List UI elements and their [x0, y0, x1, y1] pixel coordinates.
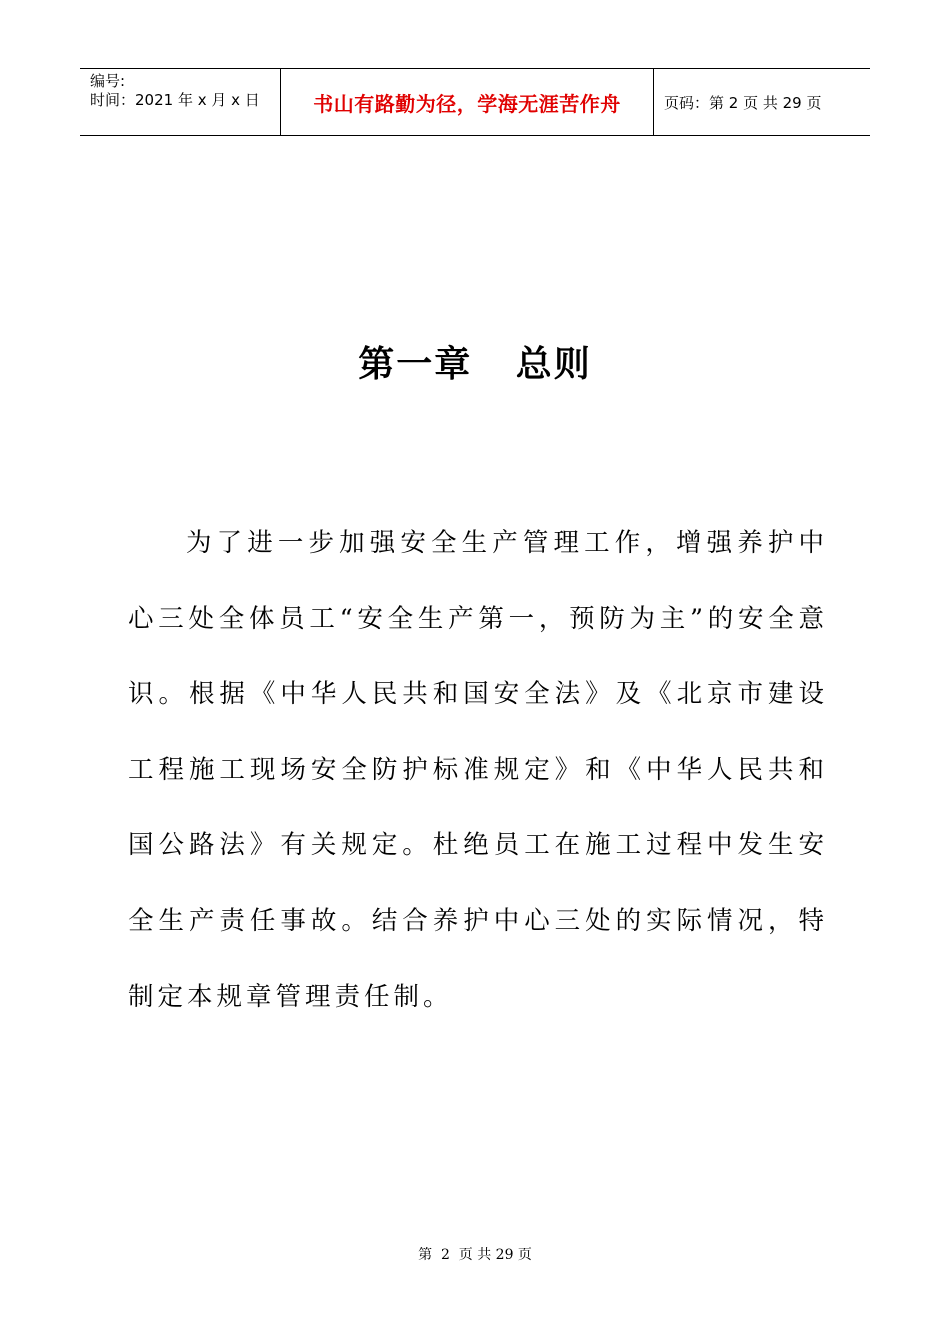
header-page-cell: [654, 69, 870, 135]
header-table: [80, 68, 870, 136]
header-motto-cell: [281, 69, 654, 135]
header-meta-cell: [80, 69, 281, 135]
footer-page-number: 第 2 页 共 29 页: [418, 1247, 532, 1263]
date-line: 时间：2021 年 x 月 x 日: [90, 91, 260, 109]
serial-number-label: 编号:: [90, 72, 126, 90]
chapter-title: 第一章 总则: [358, 343, 592, 385]
header-motto: 书山有路勤为径，学海无涯苦作舟: [313, 91, 621, 116]
header-page-info: 页码：第 2 页 共 29 页: [664, 93, 822, 112]
body-paragraph: 为了进一步加强安全生产管理工作，增强养护中心三处全体员工“安全生产第一，预防为主”的安全意识。根据《中华人民共和国安全法》及《北京市建设工程施工现场安全防护标准规定》和《中华人民共和国公路法》有关规定。杜绝员工在施工过程中发生安全生产责任事故。结合养护中心三处的实际情况，特制定本规章管理责任制。: [128, 528, 828, 1012]
